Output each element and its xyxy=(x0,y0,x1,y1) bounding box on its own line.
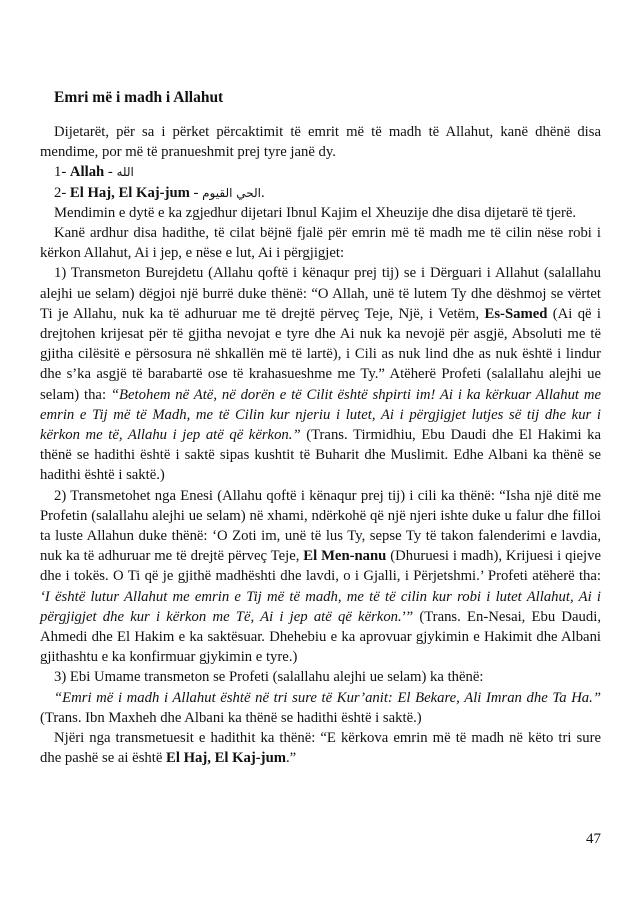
page-number: 47 xyxy=(586,831,601,847)
paragraph-hadith-1: 1) Transmeton Burejdetu (Allahu qoftë i kënaqur prej tij) se i Dërguari i Allahut (salallahu alejhi ue selam) dëgjoi një burrë duke thënë: “O Allah, unë të lutem Ty dhe dëshmoj se vërtet Ti je Allahu, nuk ka të adhuruar me të drejtë përveç Teje, Një, i Vetëm, Es-Samed (Ai që i drejtohen krijesat për të gjitha nevojat e tyre dhe Ai nuk ka nevojë për asgjë, Absoluti me të gjitha cilësitë e përsosura në shkallën më të lartë), i Cili as nuk lind dhe as nuk është i lindur dhe s’ka asgjë të barabartë ose të krahasueshme me Ty.” Atëherë Profeti (salallahu alejhi ue selam) tha: “Betohem në Atë, në dorën e të Cilit është shpirti im! Ai i ka kërkuar Allahut me emrin e Tij më të Madh, me të Cilin kur njeriu i lutet, Ai i përgjigjet lutjes së tij dhe kur i kërkon me të, Allahu i jep atë që kërkon.” (Trans. Tirmidhiu, Ebu Daudi dhe El Hakimi ka thënë se hadithi është i saktë sipas kushtit të Buharit dhe Muslimit. Edhe Albani ka thënë se hadithi është i saktë.) xyxy=(40,265,601,484)
list-item-allah: 1- Allah - الله xyxy=(54,164,134,181)
document-page xyxy=(40,0,601,905)
paragraph-hadith-3-quote: “Emri më i madh i Allahut është në tri sure të Kur’anit: El Bekare, Ali Imran dhe Ta Ha.” (Trans. Ibn Maxheh dhe Albani ka thënë se hadithi është i saktë.) xyxy=(40,689,601,726)
paragraph-hadiths-intro: Kanë ardhur disa hadithe, të cilat bëjnë fjalë për emrin më të madh me të cilin nëse robi i kërkon Allahut, Ai i jep, e nëse e lut, Ai i përgjigjet: xyxy=(40,225,601,262)
name-el-haj: El Haj, El Kaj-jum xyxy=(69,184,190,201)
arabic-allah: الله xyxy=(116,165,134,180)
paragraph-second-opinion: Mendimin e dytë e ka zgjedhur dijetari Ibnul Kajim el Xheuzije dhe disa dijetarë të tjerë. xyxy=(54,204,577,221)
paragraph-intro: Dijetarët, për sa i përket përcaktimit të emrit më të madh të Allahut, kanë dhënë disa mendime, por më të pranueshmit prej tyre janë dy. xyxy=(40,124,601,161)
paragraph-hadith-2: 2) Transmetohet nga Enesi (Allahu qoftë i kënaqur prej tij) i cili ka thënë: “Isha një ditë me Profetin (salallahu alejhi ue selam) në xhami, ndërkohë që një njeri ishte duke u falur dhe filloi ta luste Allahun duke thënë: ‘O Zoti im, unë të lus Ty, sepse Ty të takon falenderimi e lavdia, nuk ka të adhuruar me të drejtë përveç Teje, El Men-nanu (Dhuruesi i madh), Krijuesi i qiejve dhe i tokës. O Ti që je gjithë madhështi dhe lavdi, o i Gjalli, i Përjetshmi.’ Profeti atëherë tha: ‘I është lutur Allahut me emrin e Tij më të madh, me të të cilin kur robi i lutet Allahut, Ai i përgjigjet dhe kur i kërkon me Të, Ai i jep atë që kërkon.’” (Trans. En-Nesai, Ebu Daudi, Ahmedi dhe El Hakim e ka saktësuar. Dhehebiu e ka aprovuar gjykimin e Hakimit dhe Albani gjithashtu e ka konfirmuar gjykimin e tyre.) xyxy=(40,487,602,666)
quote-hadith-3: “Emri më i madh i Allahut është në tri sure të Kur’anit: El Bekare, Ali Imran dhe Ta Ha.” xyxy=(54,689,601,706)
name-el-men-nanu: El Men-nanu xyxy=(303,548,387,565)
paragraph-narrator: Njëri nga transmetuesit e hadithit ka thënë: “E kërkova emrin më të madh në këto tri sure dhe pashë se ai është El Haj, El Kaj-jum.” xyxy=(40,730,601,767)
name-el-haj-conclusion: El Haj, El Kaj-jum xyxy=(166,750,286,767)
arabic-el-haj: الحي القيوم xyxy=(202,185,261,200)
name-es-samed: Es-Samed xyxy=(484,305,548,322)
paragraph-hadith-3: 3) Ebi Umame transmeton se Profeti (salallahu alejhi ue selam) ka thënë: xyxy=(54,669,484,686)
quote-hadith-2: ‘I është lutur Allahut me emrin e Tij më të madh, me të të cilin kur robi i lutet Allahut, Ai i përgjigjet dhe kur i kërkon me Të, Ai i jep atë që kërkon. xyxy=(40,588,601,625)
list-item-el-haj: 2- El Haj, El Kaj-jum - الحي القيوم. xyxy=(54,184,265,201)
quote-hadith-1: “Betohem në Atë, në dorën e të Cilit është shpirti im! Ai i ka kërkuar Allahut me emrin e Tij më të Madh, me të Cilin kur njeriu i lutet, Ai i përgjigjet lutjes së tij dhe kur i kërkon me të, Allahu i jep atë që kërkon.” xyxy=(40,386,601,444)
body-text xyxy=(40,122,601,769)
page-title: Emri më i madh i Allahut xyxy=(54,89,224,106)
name-allah: Allah xyxy=(69,164,105,181)
